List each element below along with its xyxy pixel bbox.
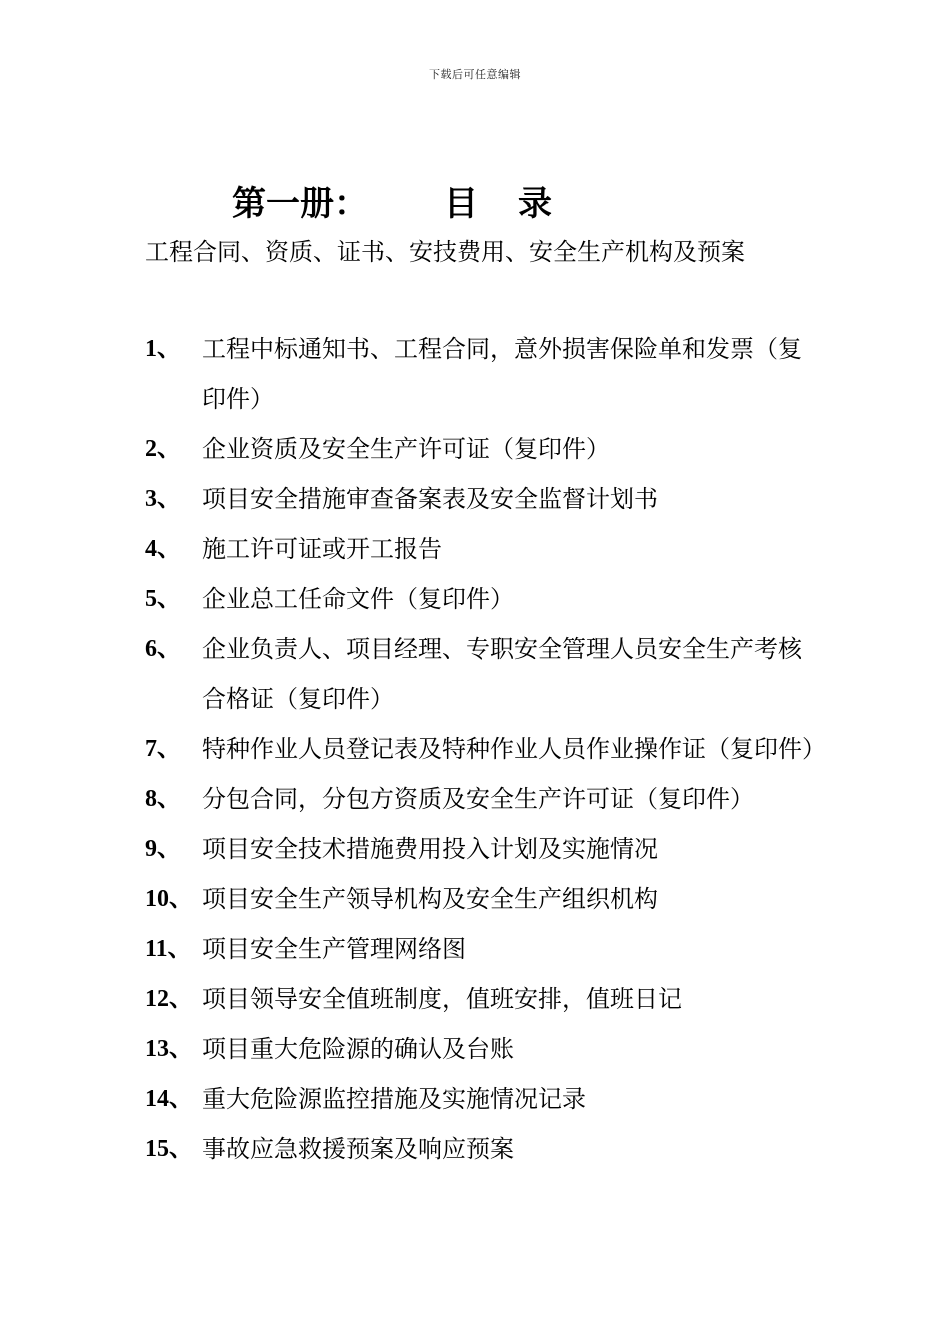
toc-item — [145, 1124, 825, 1174]
toc-text: 分包合同，分包方资质及安全生产许可证（复印件） — [202, 785, 754, 813]
toc-text: 施工许可证或开工报告 — [202, 535, 442, 563]
page-title — [232, 176, 552, 225]
toc-text: 项目安全技术措施费用投入计划及实施情况 — [202, 835, 658, 863]
toc-text: 重大危险源监控措施及实施情况记录 — [202, 1085, 586, 1113]
toc-item — [145, 724, 825, 774]
toc-text: 项目重大危险源的确认及台账 — [202, 1035, 514, 1063]
toc-number: 7、 — [145, 736, 181, 762]
toc-number: 15、 — [145, 1136, 193, 1162]
toc-number: 12、 — [145, 986, 193, 1012]
toc-item — [145, 774, 825, 824]
toc-number: 5、 — [145, 586, 181, 612]
toc-number: 14、 — [145, 1086, 193, 1112]
toc-text: 企业总工任命文件（复印件） — [202, 585, 514, 613]
header-note: 下载后可任意编辑 — [429, 68, 521, 81]
toc-text: 工程中标通知书、工程合同，意外损害保险单和发票（复印件） — [202, 335, 802, 413]
toc-text: 项目领导安全值班制度，值班安排，值班日记 — [202, 985, 682, 1013]
toc-number: 11、 — [145, 936, 192, 962]
toc-text: 特种作业人员登记表及特种作业人员作业操作证（复印件） — [202, 735, 826, 763]
toc-list — [145, 324, 825, 1174]
toc-item — [145, 874, 825, 924]
toc-item — [145, 324, 825, 424]
toc-text: 项目安全生产领导机构及安全生产组织机构 — [202, 885, 658, 913]
toc-item — [145, 424, 825, 474]
toc-item — [145, 574, 825, 624]
toc-item — [145, 474, 825, 524]
title-word-2: 录 — [518, 184, 552, 224]
toc-text: 企业资质及安全生产许可证（复印件） — [202, 435, 610, 463]
toc-number: 6、 — [145, 636, 181, 662]
toc-number: 1、 — [145, 336, 181, 362]
toc-number: 13、 — [145, 1036, 193, 1062]
toc-number: 2、 — [145, 436, 181, 462]
subtitle: 工程合同、资质、证书、安技费用、安全生产机构及预案 — [145, 238, 745, 266]
toc-number: 4、 — [145, 536, 181, 562]
toc-item — [145, 524, 825, 574]
title-word-1: 目 — [444, 184, 478, 224]
toc-item — [145, 824, 825, 874]
toc-item — [145, 1074, 825, 1124]
toc-item — [145, 1024, 825, 1074]
toc-text: 事故应急救援预案及响应预案 — [202, 1135, 514, 1163]
toc-text: 企业负责人、项目经理、专职安全管理人员安全生产考核合格证（复印件） — [202, 635, 802, 713]
toc-item — [145, 924, 825, 974]
volume-label: 第一册： — [232, 184, 368, 224]
toc-number: 8、 — [145, 786, 181, 812]
toc-number: 9、 — [145, 836, 181, 862]
toc-text: 项目安全措施审查备案表及安全监督计划书 — [202, 485, 658, 513]
toc-item — [145, 624, 825, 724]
toc-number: 10、 — [145, 886, 193, 912]
toc-item — [145, 974, 825, 1024]
toc-number: 3、 — [145, 486, 181, 512]
toc-text: 项目安全生产管理网络图 — [202, 935, 466, 963]
